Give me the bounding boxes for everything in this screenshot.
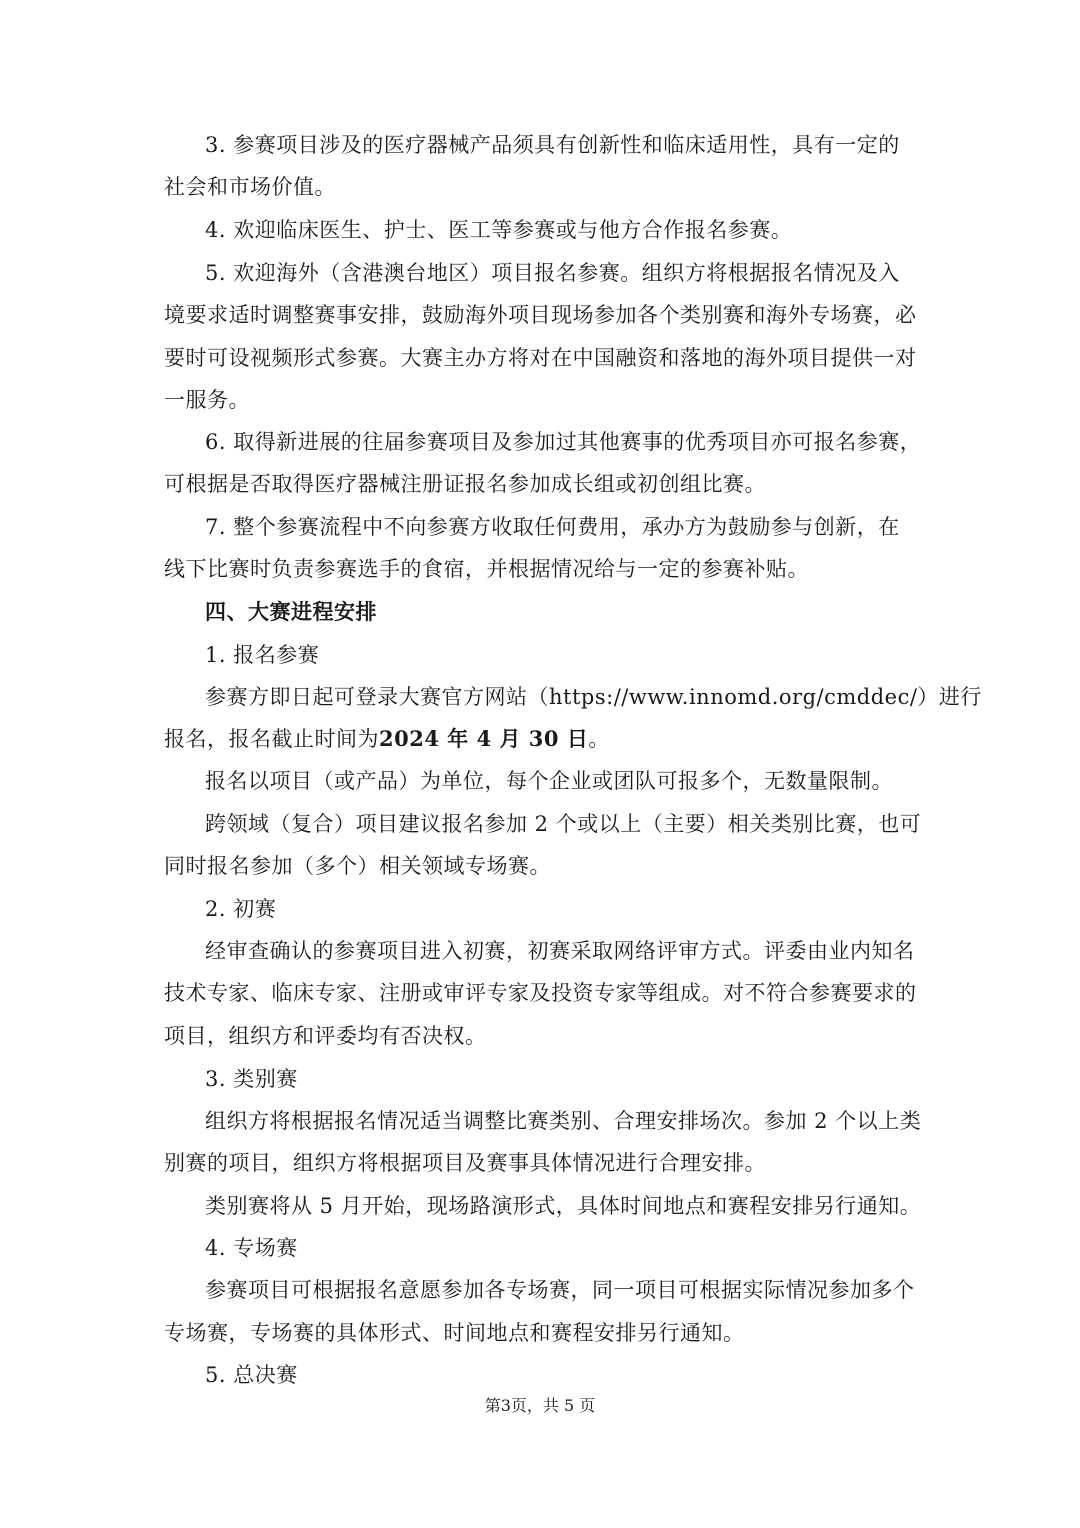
subheading-registration: 1. 报名参赛 [205, 643, 320, 667]
category-line-2: 别赛的项目，组织方将根据项目及赛事具体情况进行合理安排。 [164, 1151, 766, 1175]
registration-unit: 报名以项目（或产品）为单位，每个企业或团队可报多个，无数量限制。 [205, 769, 893, 793]
rule-7-line-2: 线下比赛时负责参赛选手的食宿，并根据情况给与一定的参赛补贴。 [164, 557, 809, 581]
registration-line-1: 参赛方即日起可登录大赛官方网站（https://www.innomd.org/cmddec/）进行 [205, 685, 982, 709]
preliminary-line-1: 经审查确认的参赛项目进入初赛，初赛采取网络评审方式。评委由业内知名 [205, 939, 915, 963]
category-line-1: 组织方将根据报名情况适当调整比赛类别、合理安排场次。参加 2 个以上类 [205, 1109, 922, 1133]
subheading-special: 4. 专场赛 [205, 1236, 298, 1260]
deadline-prefix: 报名，报名截止时间为 [164, 727, 379, 751]
rule-6-line-2: 可根据是否取得医疗器械注册证报名参加成长组或初创组比赛。 [164, 472, 766, 496]
deadline-date: 2024 年 4 月 30 日 [379, 726, 589, 751]
rule-5-line-2: 境要求适时调整赛事安排，鼓励海外项目现场参加各个类别赛和海外专场赛，必 [164, 303, 917, 327]
special-line-1: 参赛项目可根据报名意愿参加各专场赛，同一项目可根据实际情况参加多个 [205, 1278, 915, 1302]
cross-domain-line-2: 同时报名参加（多个）相关领域专场赛。 [164, 854, 551, 878]
special-line-2: 专场赛，专场赛的具体形式、时间地点和赛程安排另行通知。 [164, 1321, 745, 1345]
rule-7-line-1: 7. 整个参赛流程中不向参赛方收取任何费用，承办方为鼓励参与创新，在 [205, 515, 900, 539]
deadline-suffix: 。 [588, 727, 610, 751]
page-footer: 第3页，共 5 页 [484, 1396, 596, 1415]
subheading-finals: 5. 总决赛 [205, 1363, 298, 1387]
category-schedule: 类别赛将从 5 月开始，现场路演形式，具体时间地点和赛程安排另行通知。 [205, 1194, 922, 1218]
rule-5-line-1: 5. 欢迎海外（含港澳台地区）项目报名参赛。组织方将根据报名情况及入 [205, 261, 900, 285]
rule-4: 4. 欢迎临床医生、护士、医工等参赛或与他方合作报名参赛。 [205, 218, 793, 242]
cross-domain-line-1: 跨领域（复合）项目建议报名参加 2 个或以上（主要）相关类别比赛，也可 [205, 812, 922, 836]
preliminary-line-3: 项目，组织方和评委均有否决权。 [164, 1024, 487, 1048]
rule-3-line-1: 3. 参赛项目涉及的医疗器械产品须具有创新性和临床适用性，具有一定的 [205, 133, 900, 157]
subheading-category: 3. 类别赛 [205, 1067, 298, 1091]
rule-6-line-1: 6. 取得新进展的往届参赛项目及参加过其他赛事的优秀项目亦可报名参赛， [205, 430, 922, 454]
rule-5-line-3: 要时可设视频形式参赛。大赛主办方将对在中国融资和落地的海外项目提供一对 [164, 346, 917, 370]
registration-line-2 [164, 724, 924, 754]
rule-3-line-2: 社会和市场价值。 [164, 175, 336, 199]
rule-5-line-4: 一服务。 [164, 388, 250, 412]
section-heading: 四、大赛进程安排 [205, 599, 377, 624]
preliminary-line-2: 技术专家、临床专家、注册或审评专家及投资专家等组成。对不符合参赛要求的 [164, 981, 917, 1005]
subheading-preliminary: 2. 初赛 [205, 897, 277, 921]
